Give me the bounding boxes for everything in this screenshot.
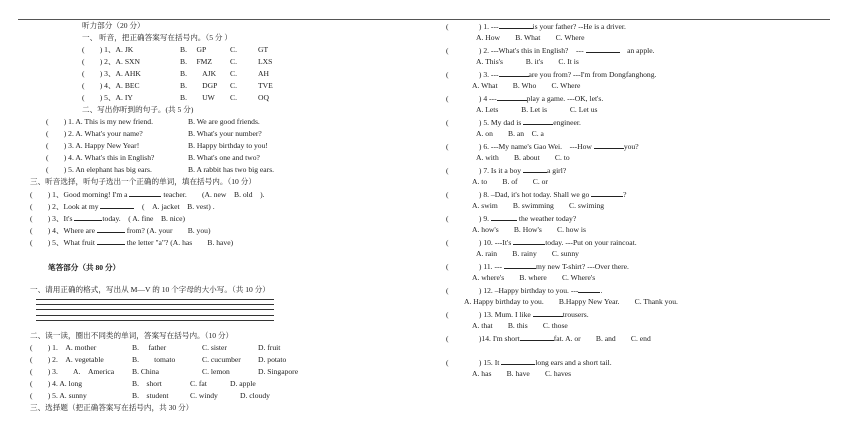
question-10-options: A. rain B. rainy C. sunny — [476, 249, 579, 258]
list-item-option: C. — [230, 93, 237, 102]
list-item-option: B. FMZ — [180, 57, 213, 66]
question-1: ( ) 1. --- is your father? --He is a driver. — [446, 22, 626, 31]
list-item-option: D. potato — [258, 355, 287, 364]
question-10: ( ) 10. ---It's today. ---Put on your raincoat. — [446, 238, 637, 247]
part2-instruction: 二、写出你听到的句子。(共 5 分) — [82, 105, 194, 114]
answer-blank[interactable] — [504, 262, 536, 269]
list-item: ( ) 4、A. BEC — [82, 81, 140, 90]
writing-line[interactable] — [36, 320, 274, 321]
list-item: ( ) 5. A. sunny — [30, 391, 87, 400]
list-item-option: B. student — [132, 391, 169, 400]
question-15: ( ) 15. It long ears and a short tail. — [446, 358, 612, 367]
question-4: ( ) 4 --- play a game. ---OK, let's. — [446, 94, 604, 103]
list-item-option: C. windy — [190, 391, 218, 400]
question-12-options: A. Happy birthday to you. B.Happy New Year. C. Thank you. — [464, 297, 678, 306]
answer-blank[interactable] — [129, 190, 161, 197]
writing-line[interactable] — [36, 304, 274, 305]
question-8: ( ) 8. –Dad, it's hot today. Shall we go ? — [446, 190, 627, 199]
list-item-option: B. What's your number? — [188, 129, 262, 138]
question-4-options: A. Lets B. Let is C. Let us — [476, 105, 598, 114]
list-item-option: B. A rabbit has two big ears. — [188, 165, 275, 174]
list-item-option: B. Happy birthday to you! — [188, 141, 268, 150]
list-item: ( ) 2. A. vegetable — [30, 355, 104, 364]
part1-instruction: 一、 听音，把正确答案写在括号内。（5 分 ） — [82, 33, 232, 42]
answer-blank[interactable] — [501, 358, 535, 365]
list-item-option: TVE — [258, 81, 273, 90]
list-item: ( ) 5. An elephant has big ears. — [46, 165, 152, 174]
answer-blank[interactable] — [533, 310, 563, 317]
list-item: ( ) 4、Where are from? (A. your B. you) — [30, 226, 211, 235]
question-2-options: A. This's B. it's C. It is — [476, 57, 579, 66]
list-item: ( ) 4. A. long — [30, 379, 83, 388]
list-item-option: D. Singapore — [258, 367, 299, 376]
list-item: ( ) 2. A. What's your name? — [46, 129, 143, 138]
list-item-option: B. We are good friends. — [188, 117, 260, 126]
list-item-option: D. cloudy — [240, 391, 270, 400]
answer-blank[interactable] — [578, 286, 600, 293]
list-item-option: B. short — [132, 379, 162, 388]
list-item: ( ) 1、Good morning! I'm a teacher. (A. new B. old ). — [30, 190, 265, 199]
list-item-option: C. — [230, 81, 237, 90]
section2-instruction: 二、读一读，圈出不同类的单词，答案写在括号内。（10 分） — [30, 331, 234, 340]
list-item-option: OQ — [258, 93, 269, 102]
answer-blank[interactable] — [513, 238, 545, 245]
answer-blank[interactable] — [74, 214, 102, 221]
writing-line[interactable] — [36, 299, 274, 300]
question-9-options: A. how's B. How's C. how is — [472, 225, 586, 234]
question-1-options: A. How B. What C. Where — [476, 33, 585, 42]
list-item-option: D. apple — [230, 379, 256, 388]
question-13-options: A. that B. this C. those — [472, 321, 568, 330]
list-item-option: LXS — [258, 57, 273, 66]
list-item-option: C. — [230, 45, 237, 54]
answer-blank[interactable] — [97, 226, 125, 233]
written-header: 笔答部分（共 80 分） — [48, 263, 121, 272]
part3-instruction: 三、听音选择，听句子选出一个正确的单词，填在括号内。（10 分） — [30, 177, 256, 186]
answer-blank[interactable] — [586, 46, 620, 53]
list-item-option: C. — [230, 69, 237, 78]
section1-instruction: 一、请用正确的格式，写出从 M—V 的 10 个字母的大小写。（共 10 分） — [30, 285, 270, 294]
list-item-option: B. GP — [180, 45, 207, 54]
question-5: ( ) 5. My dad is engineer. — [446, 118, 581, 127]
list-item: ( ) 4. A. What's this in English? — [46, 153, 155, 162]
question-7-options: A. to B. of C. or — [472, 177, 548, 186]
question-8-options: A. swim B. swimming C. swiming — [472, 201, 605, 210]
list-item-option: C. cucumber — [202, 355, 241, 364]
question-14: ( )14. I'm short fat. A. or B. and C. end — [446, 334, 651, 343]
answer-blank[interactable] — [523, 118, 553, 125]
writing-line[interactable] — [36, 309, 274, 310]
list-item-option: C. sister — [202, 343, 227, 352]
list-item: ( ) 1、A. JK — [82, 45, 134, 54]
question-15-options: A. has B. have C. haves — [472, 369, 572, 378]
writing-line[interactable] — [36, 315, 274, 316]
list-item: ( ) 3. A. America — [30, 367, 115, 376]
top-rule — [18, 19, 830, 20]
section3-instruction: 三、选择题（把正确答案写在括号内，共 30 分） — [30, 403, 194, 412]
answer-blank[interactable] — [591, 190, 623, 197]
list-item-option: C. — [230, 57, 237, 66]
question-5-options: A. on B. an C. a — [476, 129, 544, 138]
list-item-option: AH — [258, 69, 269, 78]
question-11: ( ) 11. --- my new T-shirt? ---Over there. — [446, 262, 629, 271]
question-7: ( ) 7. Is it a boy a girl? — [446, 166, 567, 175]
answer-blank[interactable] — [491, 214, 517, 221]
list-item-option: B. UW — [180, 93, 215, 102]
question-6: ( ) 6. ---My name's Gao Wei. ---How you? — [446, 142, 639, 151]
list-item: ( ) 5、What fruit the letter "a"? (A. has B. have) — [30, 238, 234, 247]
list-item: ( ) 1. A. This is my new friend. — [46, 117, 154, 126]
answer-blank[interactable] — [499, 22, 533, 29]
list-item-option: B. AJK — [180, 69, 217, 78]
question-12: ( ) 12. –Happy birthday to you. --- . — [446, 286, 603, 295]
answer-blank[interactable] — [594, 142, 624, 149]
question-6-options: A. with B. about C. to — [476, 153, 570, 162]
answer-blank[interactable] — [100, 202, 134, 209]
answer-blank[interactable] — [97, 238, 125, 245]
question-13: ( ) 13. Mum. I like trousers. — [446, 310, 589, 319]
list-item: ( ) 3、It's today. ( A. fine B. nice) — [30, 214, 186, 223]
list-item-option: B. tomato — [132, 355, 176, 364]
question-2: ( ) 2. ---What's this in English? --- an apple. — [446, 46, 655, 55]
listening-header: 听力部分（20 分） — [82, 21, 145, 30]
answer-blank[interactable] — [499, 70, 529, 77]
question-3-options: A. What B. Who C. Where — [472, 81, 581, 90]
list-item-option: GT — [258, 45, 269, 54]
list-item-option: B. DGP — [180, 81, 218, 90]
list-item: ( ) 5、A. IY — [82, 93, 133, 102]
list-item-option: B. father — [132, 343, 167, 352]
list-item-option: B. China — [132, 367, 160, 376]
question-11-options: A. where's B. where C. Where's — [472, 273, 596, 282]
list-item: ( ) 3、A. AHK — [82, 69, 141, 78]
list-item: ( ) 1. A. mother — [30, 343, 97, 352]
list-item-option: C. lemon — [202, 367, 230, 376]
question-9: ( ) 9. the weather today? — [446, 214, 577, 223]
answer-blank[interactable] — [523, 166, 547, 173]
question-3: ( ) 3. --- are you from? ---I'm from Dongfanghong. — [446, 70, 657, 79]
list-item-option: D. fruit — [258, 343, 281, 352]
list-item-option: C. fat — [190, 379, 207, 388]
answer-blank[interactable] — [520, 334, 554, 341]
list-item: ( ) 2、A. SXN — [82, 57, 141, 66]
answer-blank[interactable] — [497, 94, 527, 101]
list-item: ( ) 2、Look at my ( A. jacket B. vest) . — [30, 202, 215, 211]
list-item-option: B. What's one and two? — [188, 153, 260, 162]
list-item: ( ) 3. A. Happy New Year! — [46, 141, 140, 150]
